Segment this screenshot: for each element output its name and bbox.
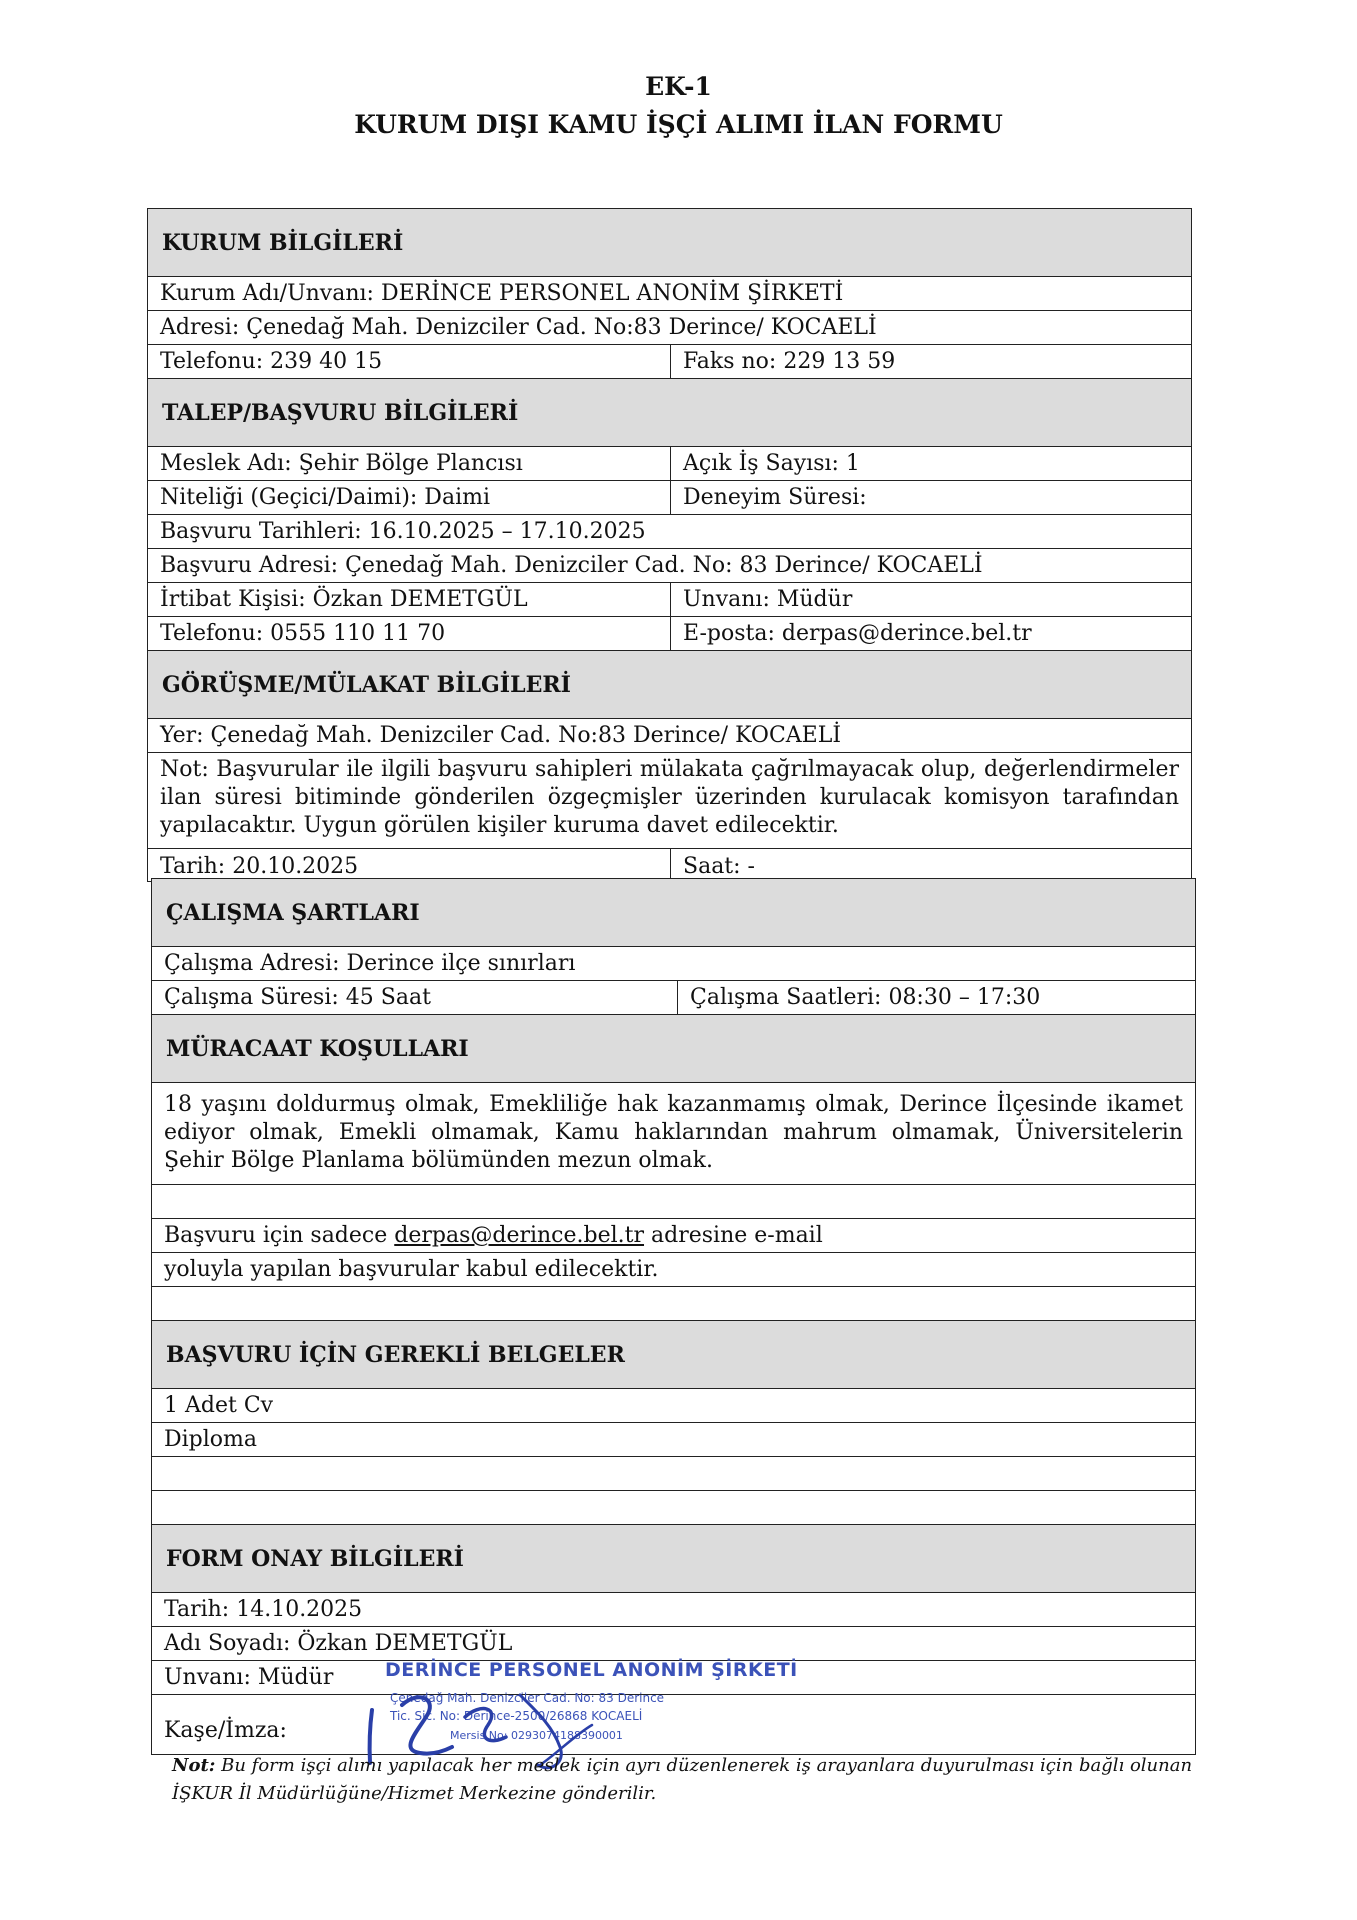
talep-telefon-row [148,617,1191,651]
belge-item: 1 Adet Cv [164,1393,274,1418]
gorusme-tarih: Tarih: 20.10.2025 [160,854,359,879]
onay-tarih: Tarih: 14.10.2025 [164,1597,363,1622]
section-header-belgeler [152,1321,1195,1389]
belge-item: Diploma [164,1427,258,1452]
section-header-calisma [152,879,1195,947]
kurum-telefon: Telefonu: 239 40 15 [160,349,383,374]
stamp-company-name: DERİNCE PERSONEL ANONİM ŞİRKETİ [385,1659,798,1681]
niteligi: Niteliği (Geçici/Daimi): Daimi [160,485,490,510]
talep-irtibat-row [148,583,1191,617]
section-title: GÖRÜŞME/MÜLAKAT BİLGİLERİ [162,672,571,698]
calisma-sure-row [152,981,1195,1015]
muracaat-kosullar-row [152,1083,1195,1185]
gorusme-yer-row [148,719,1191,753]
section-header-kurum [148,209,1191,277]
gorusme-yer: Yer: Çenedağ Mah. Denizciler Cad. No:83 Derince/ KOCAELİ [160,723,842,748]
talep-meslek-row [148,447,1191,481]
kurum-adres-row [148,311,1191,345]
empty-row [152,1287,1195,1321]
basvuru-email-line [164,1225,823,1247]
onay-tarih-row [152,1593,1195,1627]
section-title: TALEP/BAŞVURU BİLGİLERİ [162,400,519,426]
section-header-gorusme [148,651,1191,719]
stamp-address: Çenedağ Mah. Denizciler Cad. No: 83 Derince [390,1691,665,1705]
kase-imza-label: Kaşe/İmza: [164,1718,287,1743]
basvuru-email-prefix: Başvuru için sadece [164,1223,395,1248]
muracaat-kosullari: 18 yaşını doldurmuş olmak, Emekliliğe hak kazanmamış olmak, Derince İlçesinde ikamet ediyor olmak, Emekli olmamak, Kamu haklarından mahrum olmamak, Üniversitelerin Şehir Bölge Planlama bölümünden mezun olmak. [164,1092,1183,1173]
onay-unvan: Unvanı: Müdür [164,1665,334,1690]
basvuru-kabul-line: yoluyla yapılan başvurular kabul edilecektir. [164,1257,659,1282]
calisma-adresi: Çalışma Adresi: Derince ilçe sınırları [164,951,576,976]
kurum-adi-row [148,277,1191,311]
gorusme-not: Not: Başvurular ile ilgili başvuru sahipleri mülakata çağrılmayacak olup, değerlendirmeler ilan süresi bitiminde gönderilen özgeçmişler üzerinden kurulacak komisyon tarafından yapılacaktır. Uygun görülen kişiler kuruma davet edilecektir. [160,757,1179,838]
kurum-adi: Kurum Adı/Unvanı: DERİNCE PERSONEL ANONİM ŞİRKETİ [160,281,844,306]
basvuru-email-suffix: adresine e-mail [644,1223,823,1248]
irtibat-kisisi: İrtibat Kişisi: Özkan DEMETGÜL [160,587,528,612]
footnote-label: Not: [172,1755,216,1776]
irtibat-telefon: Telefonu: 0555 110 11 70 [160,621,446,646]
section-header-talep [148,379,1191,447]
stamp-mersis: Mersis No: 0293074188390001 [450,1729,623,1742]
basvuru-adresi: Başvuru Adresi: Çenedağ Mah. Denizciler Cad. No: 83 Derince/ KOCAELİ [160,553,983,578]
muracaat-basvuru-row [152,1219,1195,1253]
stamp-trade-registry: Tic. Sic. No: Derince-2500/26868 KOCAELİ [390,1709,643,1723]
form-table-lower [151,878,1196,1755]
empty-row [152,1491,1195,1525]
document-title: KURUM DIŞI KAMU İŞÇİ ALIMI İLAN FORMU [354,110,1003,139]
section-title: FORM ONAY BİLGİLERİ [166,1546,464,1572]
footnote-text: Bu form işçi alımı yapılacak her meslek için ayrı düzenlenerek iş arayanlara duyurulması için bağlı olunan İŞKUR İl Müdürlüğüne/Hizmet Merkezine gönderilir. [172,1755,1193,1804]
meslek-adi: Meslek Adı: Şehir Bölge Plancısı [160,451,523,476]
talep-adres-row [148,549,1191,583]
gorusme-not-row [148,753,1191,849]
talep-nitelik-row [148,481,1191,515]
empty-row [152,1185,1195,1219]
muracaat-basvuru-row-2 [152,1253,1195,1287]
calisma-adres-row [152,947,1195,981]
basvuru-email-link[interactable]: derpas@derince.bel.tr [394,1223,645,1248]
belge-row [152,1423,1195,1457]
form-table-upper [147,208,1192,882]
deneyim-suresi: Deneyim Süresi: [683,485,867,510]
onay-adi-soyadi: Adı Soyadı: Özkan DEMETGÜL [164,1631,513,1656]
section-title: KURUM BİLGİLERİ [162,230,404,256]
kurum-faks: Faks no: 229 13 59 [683,349,896,374]
irtibat-eposta: E-posta: derpas@derince.bel.tr [683,621,1032,646]
document-label: EK-1 [645,72,712,101]
basvuru-tarihleri: Başvuru Tarihleri: 16.10.2025 – 17.10.2025 [160,519,646,544]
section-header-muracaat [152,1015,1195,1083]
section-title: MÜRACAAT KOŞULLARI [166,1036,469,1062]
kurum-telefon-row [148,345,1191,379]
acik-is-sayisi: Açık İş Sayısı: 1 [683,451,860,476]
footnote [172,1752,1212,1808]
kurum-adres: Adresi: Çenedağ Mah. Denizciler Cad. No:83 Derince/ KOCAELİ [160,315,877,340]
gorusme-saat: Saat: - [683,854,755,879]
belge-row [152,1389,1195,1423]
talep-tarih-row [148,515,1191,549]
calisma-suresi: Çalışma Süresi: 45 Saat [164,985,431,1010]
irtibat-unvan: Unvanı: Müdür [683,587,853,612]
calisma-saatleri: Çalışma Saatleri: 08:30 – 17:30 [690,985,1041,1010]
section-title: BAŞVURU İÇİN GEREKLİ BELGELER [166,1342,625,1368]
section-title: ÇALIŞMA ŞARTLARI [166,900,420,926]
empty-row [152,1457,1195,1491]
section-header-onay [152,1525,1195,1593]
